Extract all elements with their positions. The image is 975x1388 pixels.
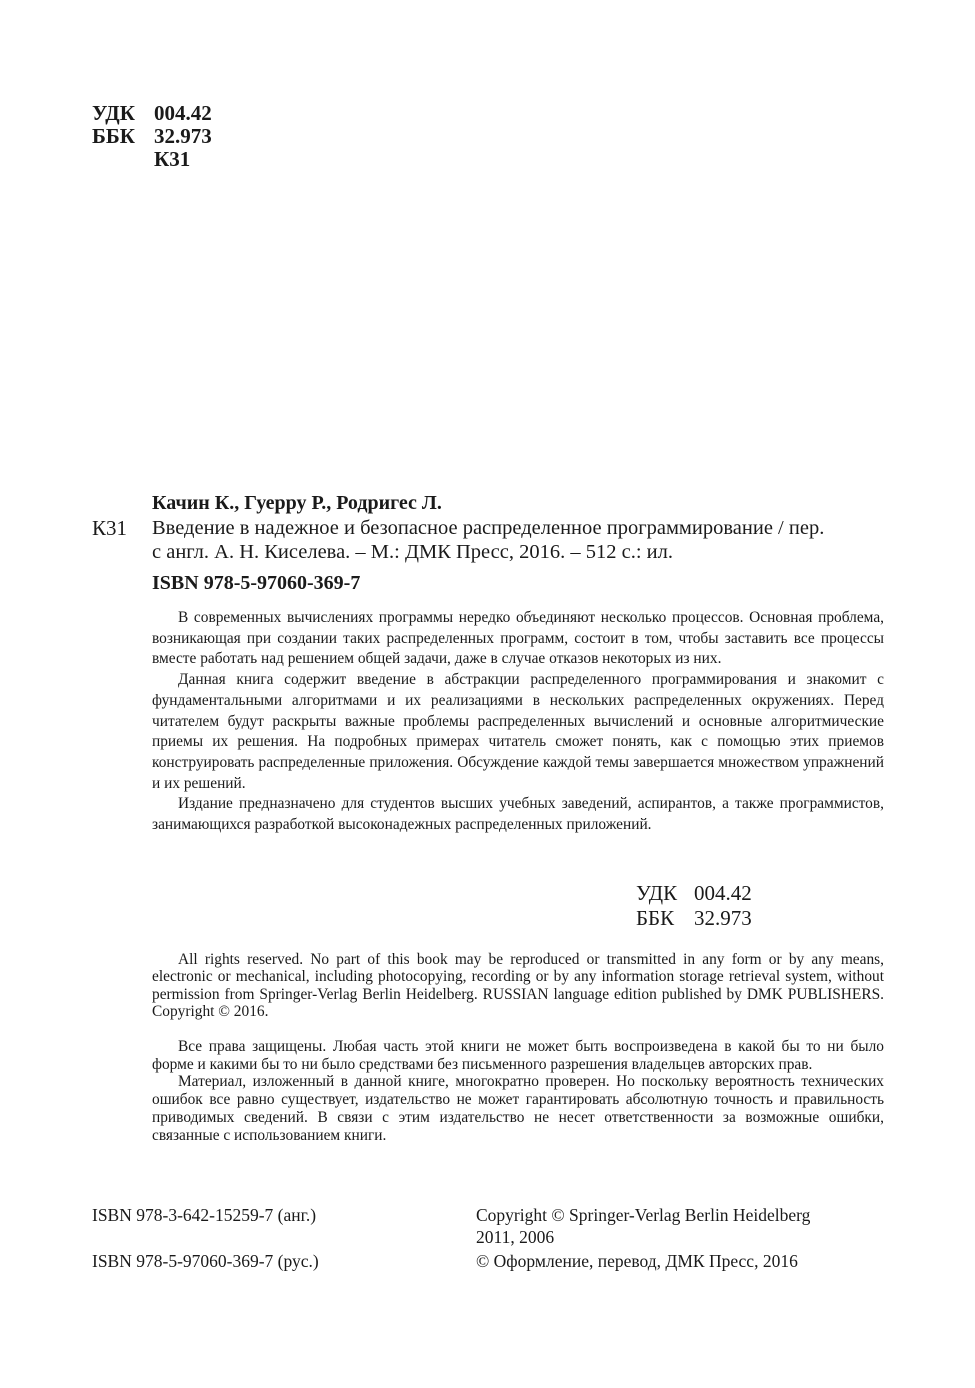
bbk-value-bottom: 32.973	[694, 906, 752, 930]
bbk-label-bottom: ББК	[636, 906, 675, 930]
copyright-list	[476, 1204, 886, 1272]
copyright-dmk: © Оформление, перевод, ДМК Пресс, 2016	[476, 1251, 798, 1271]
udk-value-bottom: 004.42	[694, 881, 752, 905]
author-mark-value: К31	[154, 147, 191, 171]
udk-label-bottom: УДК	[636, 881, 678, 905]
classification-bottom	[636, 881, 752, 931]
copyright-springer-line-1: Copyright © Springer-Verlag Berlin Heidelberg	[476, 1205, 811, 1225]
rights-russian-paragraph-1: Все права защищены. Любая часть этой книги не может быть воспроизведена в какой бы то ни было форме и какими бы то ни было средствами без письменного разрешения владельцев авторских прав.	[152, 1038, 884, 1073]
book-authors: Качин К., Гуерру Р., Родригес Л.	[152, 492, 442, 514]
bbk-label: ББК	[92, 124, 135, 148]
udk-row-top	[92, 102, 212, 125]
abstract-paragraph-3: Издание предназначено для студентов высших учебных заведений, аспирантов, а также программистов, занимающихся разработкой высоконадежных распределенных приложений.	[152, 795, 884, 834]
classification-top	[92, 102, 212, 171]
isbn-list	[92, 1204, 462, 1296]
bbk-value: 32.973	[154, 124, 212, 148]
author-mark-label	[92, 148, 154, 171]
title-line-1: Введение в надежное и безопасное распределенное программирование / пер.	[152, 517, 825, 539]
rights-russian-paragraph-2: Материал, изложенный в данной книге, многократно проверен. Но поскольку вероятность технических ошибок все равно существует, издательство не может гарантировать абсолютную точность и правильность приводимых сведений. В связи с этим издательство не несет ответственности за возможные ошибки, связанные с использованием книги.	[152, 1073, 884, 1144]
rights-english-text: All rights reserved. No part of this book may be reproduced or transmitted in any form or by any means, electronic or mechanical, including photocopying, recording or by any information storage retrieval system, without permission from Springer-Verlag Berlin Heidelberg. RUSSIAN language edition published by DMK PUBLISHERS. Copyright © 2016.	[152, 951, 884, 1020]
copyright-springer-line-2: 2011, 2006	[476, 1227, 555, 1247]
title-line-2: с англ. А. Н. Киселева. – М.: ДМК Пресс, 2016. – 512 с.: ил.	[152, 541, 673, 563]
udk-label: УДК	[92, 101, 135, 125]
bbk-row-bottom	[636, 906, 752, 931]
abstract-paragraph-2: Данная книга содержит введение в абстракции распределенного программирования и знакомит с фундаментальными алгоритмами и их реализациями в нескольких распределенных окружениях. Перед читателем будут раскрыты важные проблемы распределенных вычислений и основные алгоритмические приемы их решения. На подробных примерах читатель сможет понять, как с помощью этих приемов конструировать распределенные приложения. Обсуждение каждой темы завершается множеством упражнений и их решений.	[152, 671, 884, 792]
card-isbn: ISBN 978-5-97060-369-7	[152, 572, 361, 594]
book-title-block	[152, 516, 887, 564]
udk-row-bottom	[636, 881, 752, 906]
author-mark-row	[92, 148, 212, 171]
book-abstract	[152, 608, 884, 836]
udk-value: 004.42	[154, 101, 212, 125]
rights-english	[152, 951, 884, 1020]
bbk-row-top	[92, 125, 212, 148]
isbn-original: ISBN 978-3-642-15259-7 (анг.)	[92, 1205, 317, 1225]
rights-russian	[152, 1038, 884, 1144]
card-author-mark: К31	[92, 516, 128, 540]
abstract-paragraph-1: В современных вычислениях программы нередко объединяют несколько процессов. Основная проблема, возникающая при создании таких распределенных программ, состоит в том, чтобы заставить все процессы вместе работать над решением общей задачи, даже в случае отказов некоторых из них.	[152, 609, 884, 668]
isbn-russian: ISBN 978-5-97060-369-7 (рус.)	[92, 1251, 319, 1271]
